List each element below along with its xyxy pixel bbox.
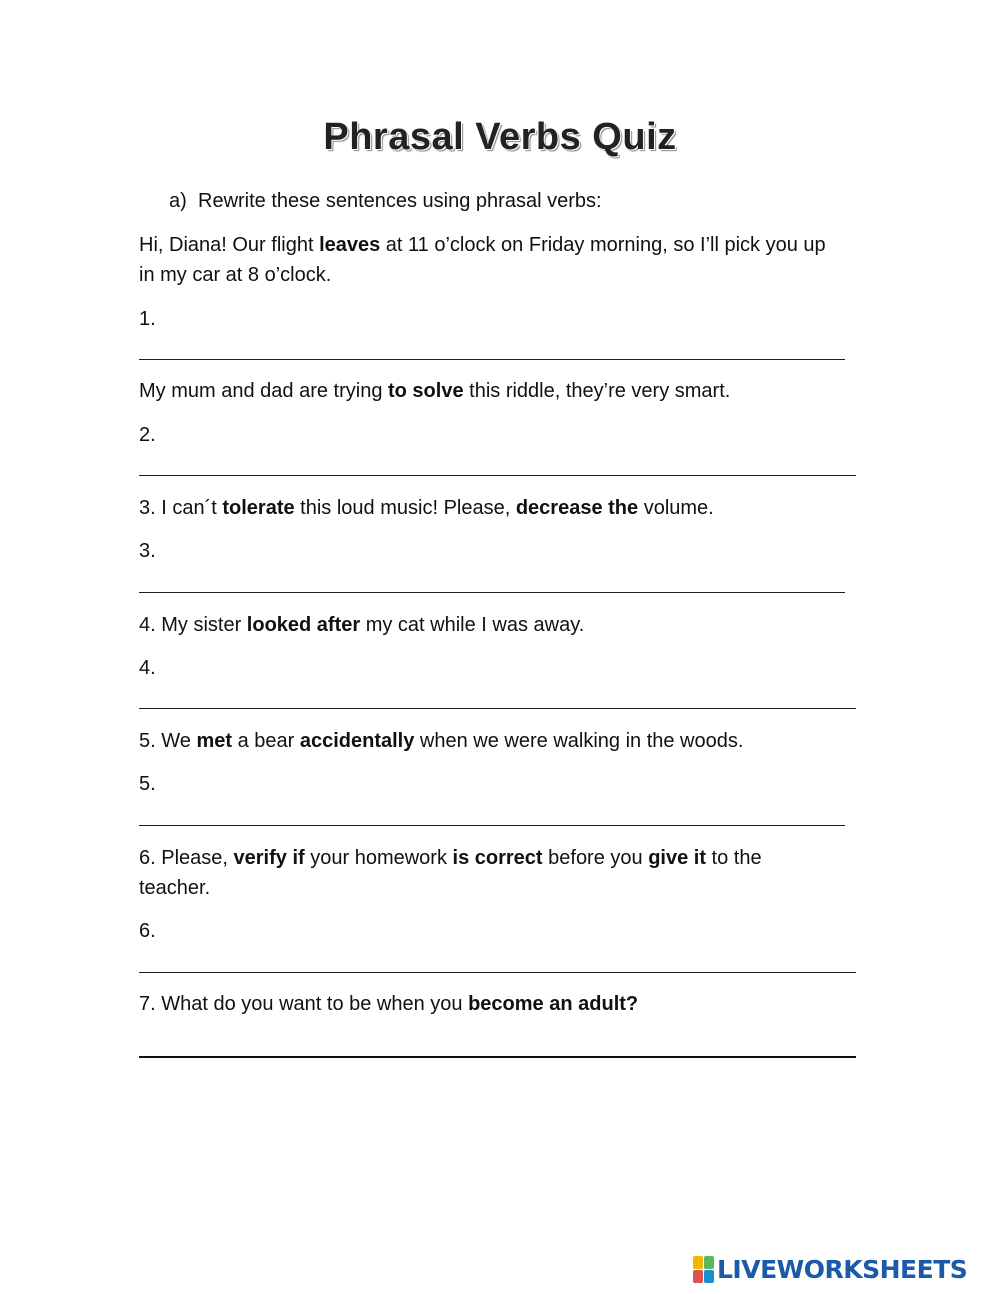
answer-1-line[interactable] (139, 359, 845, 360)
question-6-prompt-line-2: teacher. (139, 877, 211, 899)
liveworksheets-logo (693, 1254, 967, 1284)
question-3-prompt: 3. I can´t tolerate this loud music! Please, decrease the volume. (139, 497, 714, 519)
logo-text: LIVEWORKSHEETS (717, 1254, 968, 1284)
answer-1-label: 1. (139, 308, 156, 330)
answer-4-line[interactable] (139, 708, 856, 709)
answer-6-label: 6. (139, 920, 156, 942)
answer-4-label: 4. (139, 657, 156, 679)
question-2-prompt: My mum and dad are trying to solve this riddle, they’re very smart. (139, 380, 731, 402)
question-1-prompt-line-1: Hi, Diana! Our flight leaves at 11 o’clock on Friday morning, so I’ll pick you up (139, 234, 826, 256)
answer-5-line[interactable] (139, 825, 845, 826)
logo-mark-icon (693, 1256, 713, 1282)
page-title: Phrasal Verbs Quiz (323, 116, 677, 158)
answer-6-line[interactable] (139, 972, 856, 973)
question-4-prompt: 4. My sister looked after my cat while I was away. (139, 614, 585, 636)
answer-2-line[interactable] (139, 475, 856, 476)
answer-3-label: 3. (139, 540, 156, 562)
instruction (169, 190, 602, 213)
answer-3-line[interactable] (139, 592, 845, 593)
question-1-prompt-line-2: in my car at 8 o’clock. (139, 264, 332, 286)
answer-5-label: 5. (139, 773, 156, 795)
answer-2-label: 2. (139, 424, 156, 446)
question-7-prompt: 7. What do you want to be when you become an adult? (139, 993, 639, 1015)
instruction-text: Rewrite these sentences using phrasal verbs: (198, 190, 602, 212)
question-5-prompt: 5. We met a bear accidentally when we were walking in the woods. (139, 730, 744, 752)
instruction-letter: a) (169, 190, 187, 212)
question-6-prompt-line-1: 6. Please, verify if your homework is correct before you give it to the (139, 847, 762, 869)
answer-7-line[interactable] (139, 1056, 856, 1058)
